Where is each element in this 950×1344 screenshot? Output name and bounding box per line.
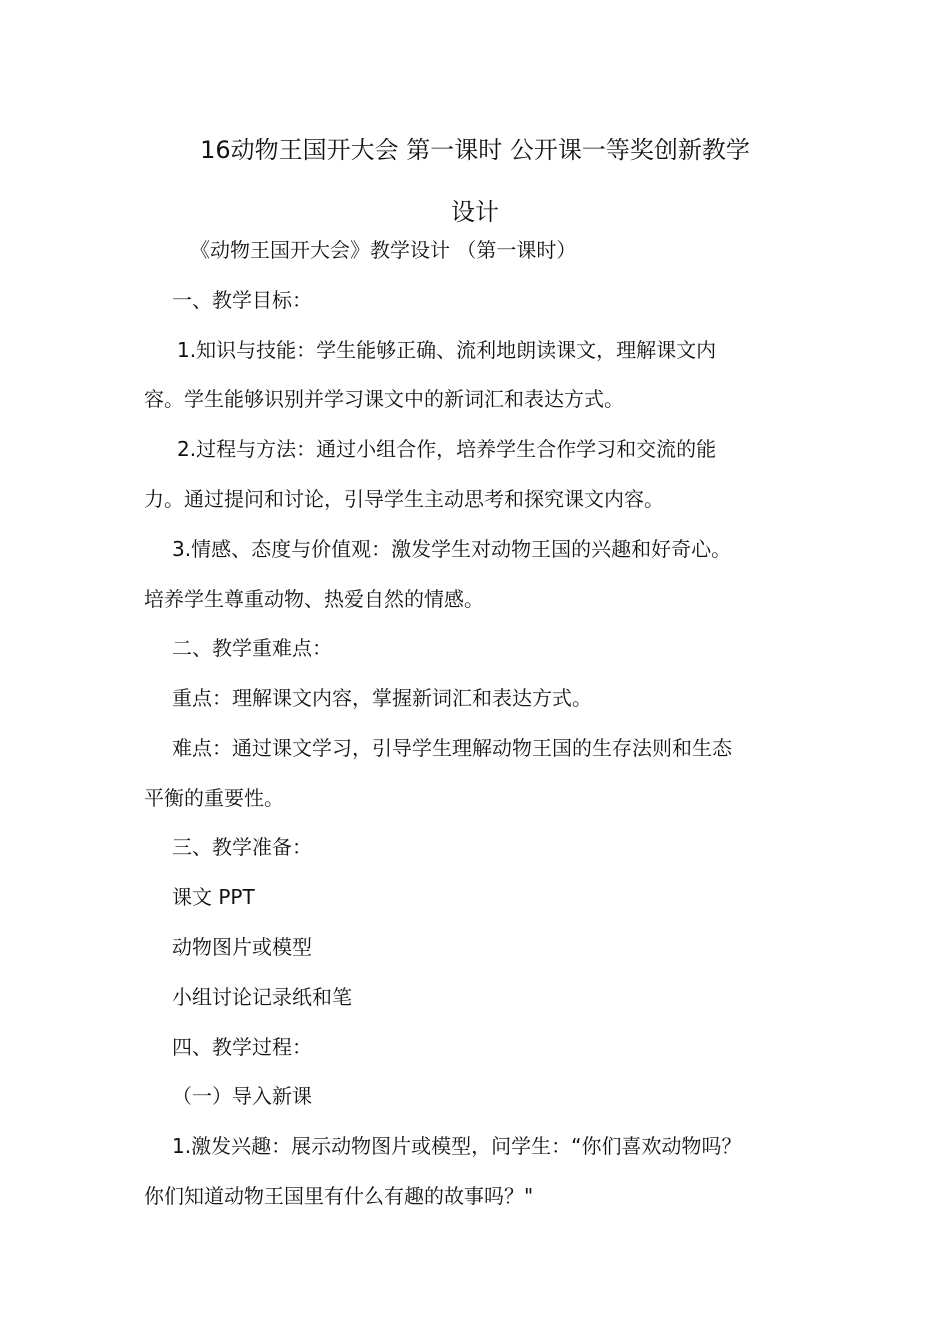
paragraph-line: 容。学生能够识别并学习课文中的新词汇和表达方式。 [144,387,624,411]
paragraph-line: 1.激发兴趣：展示动物图片或模型，问学生：“你们喜欢动物吗？ [172,1134,742,1158]
paragraph-line: 1.知识与技能：学生能够正确、流利地朗读课文，理解课文内 [177,338,717,362]
subsection-heading: （一）导入新课 [172,1084,312,1108]
paragraph-line: 2.过程与方法：通过小组合作，培养学生合作学习和交流的能 [177,437,717,461]
paragraph-line: 你们知道动物王国里有什么有趣的故事吗？" [144,1184,534,1208]
section-heading-preparation: 三、教学准备： [172,835,312,859]
list-item: 课文 PPT [172,885,255,909]
paragraph-line: 重点：理解课文内容，掌握新词汇和表达方式。 [172,686,592,710]
list-item: 小组讨论记录纸和笔 [172,985,352,1009]
paragraph-line: 难点：通过课文学习，引导学生理解动物王国的生存法则和生态 [172,736,732,760]
paragraph-line: 培养学生尊重动物、热爱自然的情感。 [144,587,484,611]
title-line-1: 16动物王国开大会 第一课时 公开课一等奖创新教学 [200,136,750,164]
section-heading-key-points: 二、教学重难点： [172,636,332,660]
paragraph-line: 力。通过提问和讨论，引导学生主动思考和探究课文内容。 [144,487,664,511]
title-line-2: 设计 [451,198,499,226]
paragraph-line: 平衡的重要性。 [144,786,284,810]
paragraph-line: 3.情感、态度与价值观：激发学生对动物王国的兴趣和好奇心。 [172,537,732,561]
subtitle: 《动物王国开大会》教学设计 （第一课时） [190,238,577,262]
list-item: 动物图片或模型 [172,935,312,959]
section-heading-process: 四、教学过程： [172,1035,312,1059]
section-heading-objectives: 一、教学目标： [172,288,312,312]
